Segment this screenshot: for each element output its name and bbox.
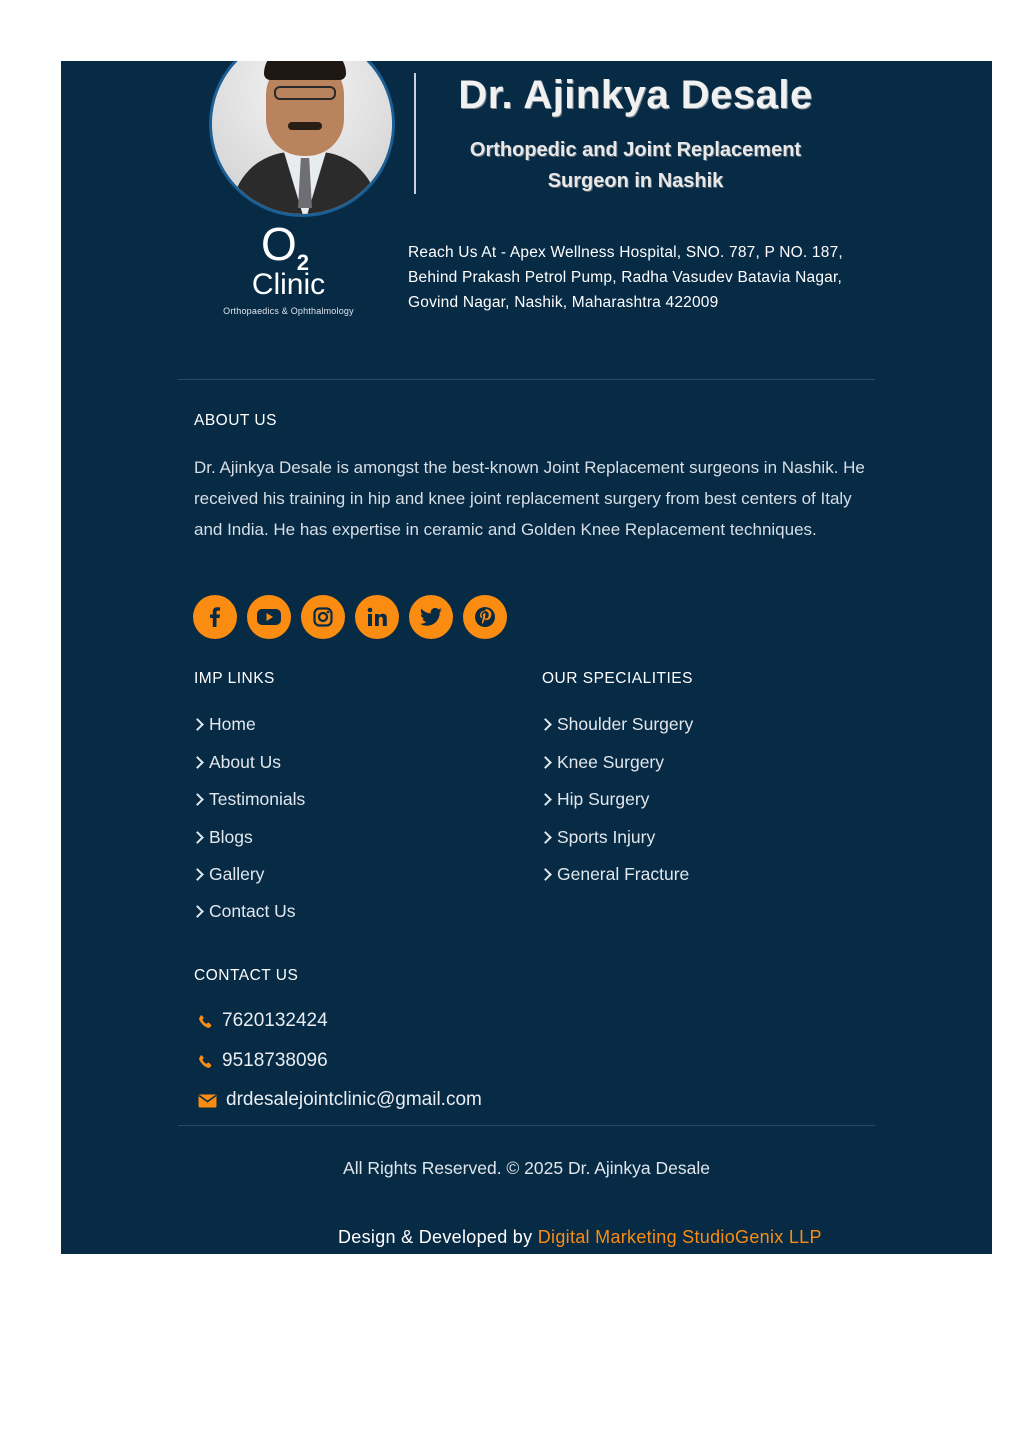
- chevron-right-icon: [191, 831, 204, 844]
- footer-link-about-us[interactable]: About Us: [194, 750, 281, 774]
- chevron-right-icon: [539, 831, 552, 844]
- footer-link-contact-us[interactable]: Contact Us: [194, 899, 296, 923]
- speciality-link-shoulder[interactable]: Shoulder Surgery: [542, 712, 693, 736]
- phone-link-2[interactable]: 9518738096: [198, 1048, 328, 1074]
- chevron-right-icon: [539, 718, 552, 731]
- speciality-link-hip[interactable]: Hip Surgery: [542, 787, 649, 811]
- twitter-icon[interactable]: [409, 595, 453, 639]
- contact-title: CONTACT US: [194, 967, 299, 984]
- envelope-icon: [198, 1093, 217, 1108]
- phone-icon: [198, 1014, 213, 1029]
- logo-mark: $O_2$: [261, 218, 310, 276]
- doctor-title-line2: Surgeon in Nashik: [547, 170, 724, 192]
- about-title: ABOUT US: [194, 412, 277, 429]
- doctor-photo: [209, 61, 395, 217]
- doctor-name: Dr. Ajinkya Desale: [458, 73, 813, 117]
- chevron-right-icon: [191, 756, 204, 769]
- email-link[interactable]: drdesalejointclinic@gmail.com: [198, 1087, 482, 1113]
- design-credit: [338, 1227, 822, 1248]
- chevron-right-icon: [539, 868, 552, 881]
- footer-link-testimonials[interactable]: Testimonials: [194, 787, 305, 811]
- linkedin-icon[interactable]: [355, 595, 399, 639]
- speciality-link-knee[interactable]: Knee Surgery: [542, 750, 664, 774]
- pinterest-icon[interactable]: [463, 595, 507, 639]
- chevron-right-icon: [191, 718, 204, 731]
- doctor-title: [433, 135, 838, 197]
- logo-brand: Clinic: [251, 268, 326, 301]
- phone-link-1[interactable]: 7620132424: [198, 1008, 328, 1034]
- copyright-text: All Rights Reserved. © 2025 Dr. Ajinkya Desale: [343, 1158, 710, 1178]
- specialities-title: OUR SPECIALITIES: [542, 670, 693, 687]
- developer-link[interactable]: Digital Marketing StudioGenix LLP: [537, 1227, 822, 1247]
- youtube-icon[interactable]: [247, 595, 291, 639]
- clinic-logo[interactable]: [201, 219, 376, 323]
- site-footer: [61, 61, 992, 1254]
- design-credit-prefix: Design & Developed by: [338, 1227, 533, 1247]
- footer-link-gallery[interactable]: Gallery: [194, 862, 264, 886]
- speciality-link-general-fracture[interactable]: General Fracture: [542, 862, 689, 886]
- phone-icon: [198, 1054, 213, 1069]
- divider: [178, 379, 875, 380]
- header-divider: [414, 73, 416, 194]
- chevron-right-icon: [191, 905, 204, 918]
- chevron-right-icon: [539, 793, 552, 806]
- imp-links-title: IMP LINKS: [194, 670, 275, 687]
- footer-link-blogs[interactable]: Blogs: [194, 825, 253, 849]
- clinic-address: Reach Us At - Apex Wellness Hospital, SNO. 787, P NO. 187, Behind Prakash Petrol Pump, Radha Vasudev Batavia Nagar, Govind Nagar, Nashik, Maharashtra 422009: [408, 244, 843, 311]
- instagram-icon[interactable]: [301, 595, 345, 639]
- chevron-right-icon: [539, 756, 552, 769]
- speciality-link-sports-injury[interactable]: Sports Injury: [542, 825, 655, 849]
- divider: [178, 1125, 875, 1126]
- chevron-right-icon: [191, 793, 204, 806]
- facebook-icon[interactable]: [193, 595, 237, 639]
- footer-link-home[interactable]: Home: [194, 712, 256, 736]
- chevron-right-icon: [191, 868, 204, 881]
- logo-tagline: Orthopaedics & Ophthalmology: [223, 306, 354, 316]
- doctor-title-line1: Orthopedic and Joint Replacement: [469, 139, 802, 161]
- about-text: Dr. Ajinkya Desale is amongst the best-known Joint Replacement surgeons in Nashik. He received his training in hip and knee joint replacement surgery from best centers of Italy and India. He has expertise in ceramic and Golden Knee Replacement techniques.: [194, 458, 865, 539]
